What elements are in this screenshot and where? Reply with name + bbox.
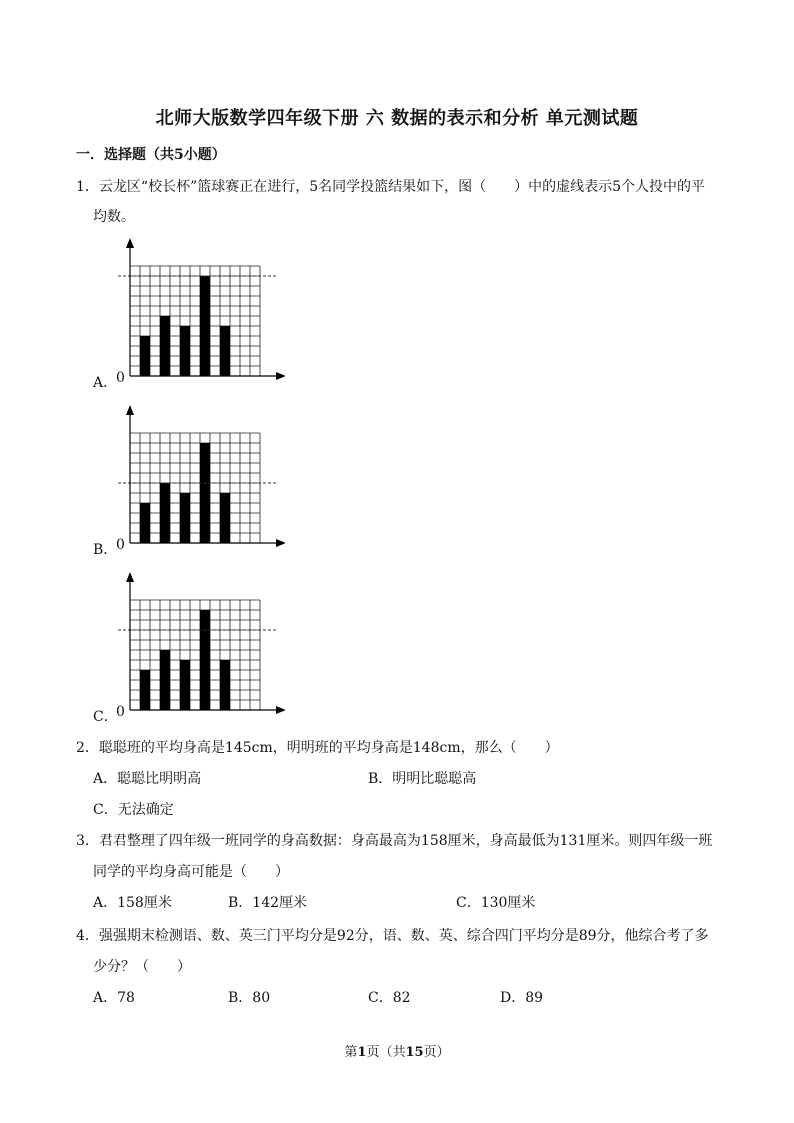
option-a-label: A． (93, 375, 118, 391)
q4-option-a[interactable]: A．78 (93, 990, 135, 1006)
chart-bar (180, 660, 190, 710)
q2-option-c[interactable]: C．无法确定 (93, 802, 174, 818)
option-b-label: B． (93, 542, 118, 558)
question-4-line2: 少分？（ ） (93, 959, 191, 975)
chart-bar (220, 326, 230, 376)
page-title: 北师大版数学四年级下册 六 数据的表示和分析 单元测试题 (155, 108, 639, 129)
q2-option-a[interactable]: A．聪聪比明明高 (93, 771, 202, 787)
chart-bar (160, 316, 170, 376)
chart-bar (140, 670, 150, 710)
x-axis-arrow-icon (276, 706, 285, 714)
q3-option-c[interactable]: C．130厘米 (456, 895, 536, 911)
question-number: 3． (76, 833, 99, 849)
question-3 (76, 830, 712, 850)
chart-bar (220, 493, 230, 543)
y-axis-arrow-icon (126, 405, 134, 415)
chart-bar (220, 660, 230, 710)
question-stem: 君君整理了四年级一班同学的身高数据：身高最高为158厘米，身高最低为131厘米。则四年级一班 (98, 833, 713, 849)
question-stem: 云龙区“校长杯”篮球赛正在进行，5名同学投篮结果如下，图（ ）中的虚线表示5个人投中的平 (98, 179, 706, 195)
question-stem: 聪聪班的平均身高是145cm，明明班的平均身高是148cm，那么（ ） (98, 740, 559, 756)
section-heading: 一．选择题（共5小题） (76, 147, 226, 163)
question-4 (76, 925, 709, 945)
q4-option-d[interactable]: D．89 (500, 990, 544, 1006)
option-c-label: C． (93, 709, 118, 725)
footer-suffix: 页） (423, 1045, 450, 1060)
footer-mid: 页（共 (366, 1045, 406, 1060)
chart-bar (160, 483, 170, 543)
question-stem: 强强期末检测语、数、英三门平均分是92分，语、数、英、综合四门平均分是89分，他综合考了多 (98, 928, 709, 944)
chart-bar (180, 493, 190, 543)
question-3-line2: 同学的平均身高可能是（ ） (93, 864, 289, 880)
chart-bar (180, 326, 190, 376)
y-axis-arrow-icon (126, 572, 134, 582)
page-footer (0, 1041, 794, 1060)
chart-a[interactable] (110, 236, 285, 384)
q3-option-b[interactable]: B．142厘米 (228, 895, 308, 911)
chart-bar (200, 443, 210, 543)
q3-option-a[interactable]: A．158厘米 (93, 895, 172, 911)
question-number: 2． (76, 740, 99, 756)
chart-bar (160, 650, 170, 710)
chart-b[interactable] (110, 403, 285, 551)
page-total: 15 (405, 1045, 424, 1060)
footer-prefix: 第 (344, 1045, 358, 1060)
q4-option-b[interactable]: B．80 (228, 990, 271, 1006)
chart-bar (140, 503, 150, 543)
chart-b-origin: 0 (116, 537, 125, 553)
question-number: 4． (76, 928, 99, 944)
question-1-line2: 均数。 (93, 209, 135, 225)
chart-bar (200, 276, 210, 376)
chart-bar (200, 610, 210, 710)
q4-option-c[interactable]: C．82 (368, 990, 411, 1006)
question-2 (76, 737, 559, 757)
chart-a-origin: 0 (116, 370, 125, 386)
chart-bar (140, 336, 150, 376)
x-axis-arrow-icon (276, 539, 285, 547)
chart-c[interactable] (110, 570, 285, 718)
y-axis-arrow-icon (126, 238, 134, 248)
chart-c-origin: 0 (116, 704, 125, 720)
question-1 (76, 176, 705, 196)
x-axis-arrow-icon (276, 372, 285, 380)
q2-option-b[interactable]: B．明明比聪聪高 (368, 771, 477, 787)
question-number: 1． (76, 179, 99, 195)
page-number: 1 (357, 1045, 367, 1060)
